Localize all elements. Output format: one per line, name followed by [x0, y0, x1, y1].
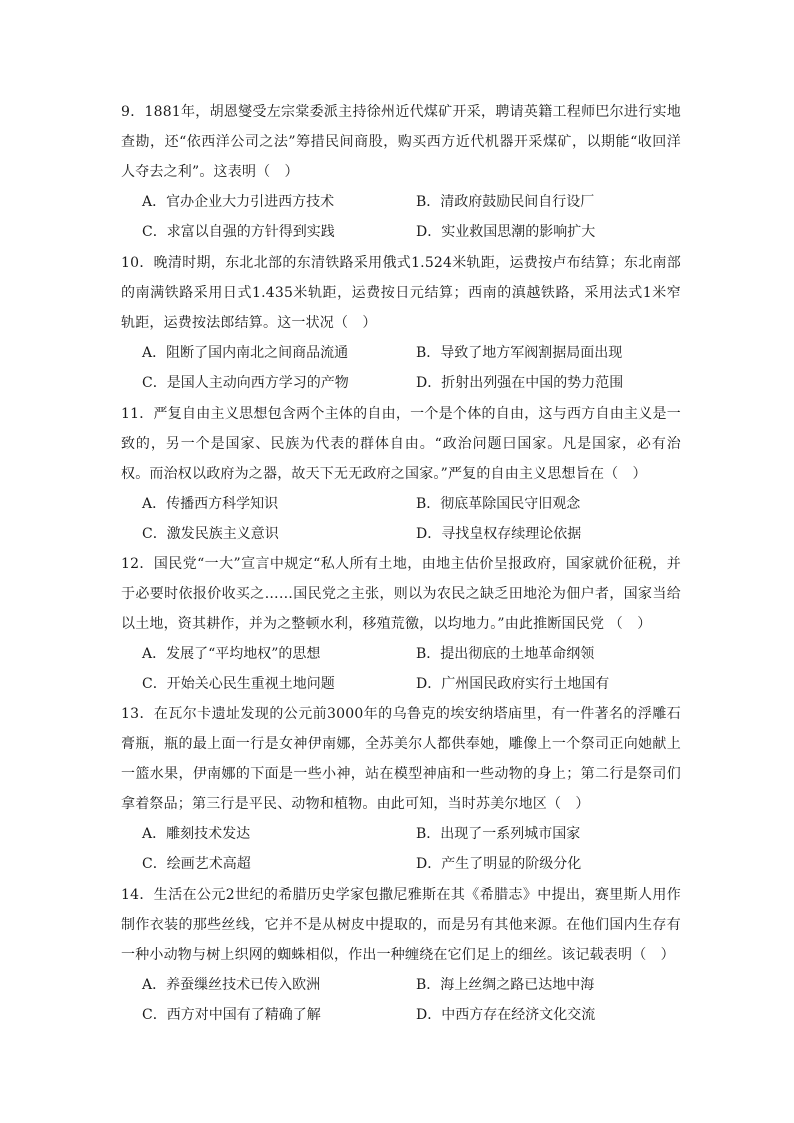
option-c[interactable]: C．是国人主动向西方学习的产物: [142, 375, 349, 391]
options: [121, 970, 681, 1030]
option-b[interactable]: B．出现了一系列城市国家: [416, 826, 581, 842]
option-d[interactable]: D．中西方存在经济文化交流: [416, 1007, 596, 1023]
option-d[interactable]: D．广州国民政府实行土地国有: [416, 676, 610, 692]
question-stem: 12．国民党“一大”宣言中规定“私人所有土地，由地主估价呈报政府，国家就价征税，并于必要时依报价收买之……国民党之主张，则以为农民之缺乏田地沦为佃户者，国家当给以土地，资其耕作，并为之整顿水利，移殖荒徼，以均地力。”由此推断国民党 （ ）: [121, 556, 681, 632]
question-10: [121, 248, 681, 398]
question-13: [121, 699, 681, 879]
option-b[interactable]: B．清政府鼓励民间自行设厂: [416, 194, 595, 210]
option-a[interactable]: A．阻断了国内南北之间商品流通: [142, 345, 349, 361]
option-c[interactable]: C．西方对中国有了精确了解: [142, 1007, 321, 1023]
question-stem: 9．1881年，胡恩燮受左宗棠委派主持徐州近代煤矿开采，聘请英籍工程师巴尔进行实地查勘，还“依西洋公司之法”筹措民间商股，购买西方近代机器开采煤矿，以期能“收回洋人夺去之利”。这表明（ ）: [121, 104, 681, 180]
question-12: [121, 549, 681, 699]
question-stem: 11．严复自由主义思想包含两个主体的自由，一个是个体的自由，这与西方自由主义是一致的，另一个是国家、民族为代表的群体自由。“政治问题曰国家。凡是国家，必有治权。而治权以政府为之器，故天下无无政府之国家。”严复的自由主义思想旨在（ ）: [121, 406, 681, 482]
option-c[interactable]: C．绘画艺术高超: [142, 856, 251, 872]
option-b[interactable]: B．提出彻底的土地革命纲领: [416, 646, 595, 662]
option-d[interactable]: D．实业救国思潮的影响扩大: [416, 224, 596, 240]
options: [121, 819, 681, 879]
option-c[interactable]: C．求富以自强的方针得到实践: [142, 224, 335, 240]
option-a[interactable]: A．官办企业大力引进西方技术: [142, 194, 335, 210]
question-14: [121, 880, 681, 1030]
question-stem: 14．生活在公元2世纪的希腊历史学家包撒尼雅斯在其《希腊志》中提出，赛里斯人用作制作衣装的那些丝线，它并不是从树皮中提取的，而是另有其他来源。在他们国内生存有一种小动物与树上织网的蜘蛛相似，作出一种缠绕在它们足上的细丝。该记载表明（ ）: [121, 887, 681, 963]
option-a[interactable]: A．雕刻技术发达: [142, 826, 251, 842]
option-d[interactable]: D．产生了明显的阶级分化: [416, 856, 582, 872]
option-a[interactable]: A．养蚕缫丝技术已传入欧洲: [142, 977, 321, 993]
option-c[interactable]: C．开始关心民生重视土地问题: [142, 676, 335, 692]
option-a[interactable]: A．发展了“平均地权”的思想: [142, 646, 321, 662]
question-9: [121, 97, 681, 247]
question-11: [121, 399, 681, 549]
options: [121, 338, 681, 398]
options: [121, 489, 681, 549]
option-b[interactable]: B．海上丝绸之路已达地中海: [416, 977, 595, 993]
option-d[interactable]: D．寻找皇权存续理论依据: [416, 526, 582, 542]
question-stem: 10．晚清时期，东北北部的东清铁路采用俄式1.524米轨距，运费按卢布结算；东北南部的南满铁路采用日式1.435米轨距，运费按日元结算；西南的滇越铁路，采用法式1米窄轨距，运费按法郎结算。这一状况（ ）: [121, 255, 681, 331]
option-a[interactable]: A．传播西方科学知识: [142, 496, 279, 512]
options: [121, 187, 681, 247]
question-stem: 13．在瓦尔卡遗址发现的公元前3000年的乌鲁克的埃安纳塔庙里，有一件著名的浮雕石膏瓶，瓶的最上面一行是女神伊南娜，全苏美尔人都供奉她，雕像上一个祭司正向她献上一篮水果，伊南娜的下面是一些小神，站在模型神庙和一些动物的身上；第二行是祭司们拿着祭品；第三行是平民、动物和植物。由此可知，当时苏美尔地区（ ）: [121, 706, 681, 812]
option-c[interactable]: C．激发民族主义意识: [142, 526, 279, 542]
option-d[interactable]: D．折射出列强在中国的势力范围: [416, 375, 624, 391]
options: [121, 639, 681, 699]
option-b[interactable]: B．彻底革除国民守旧观念: [416, 496, 581, 512]
option-b[interactable]: B．导致了地方军阀割据局面出现: [416, 345, 623, 361]
